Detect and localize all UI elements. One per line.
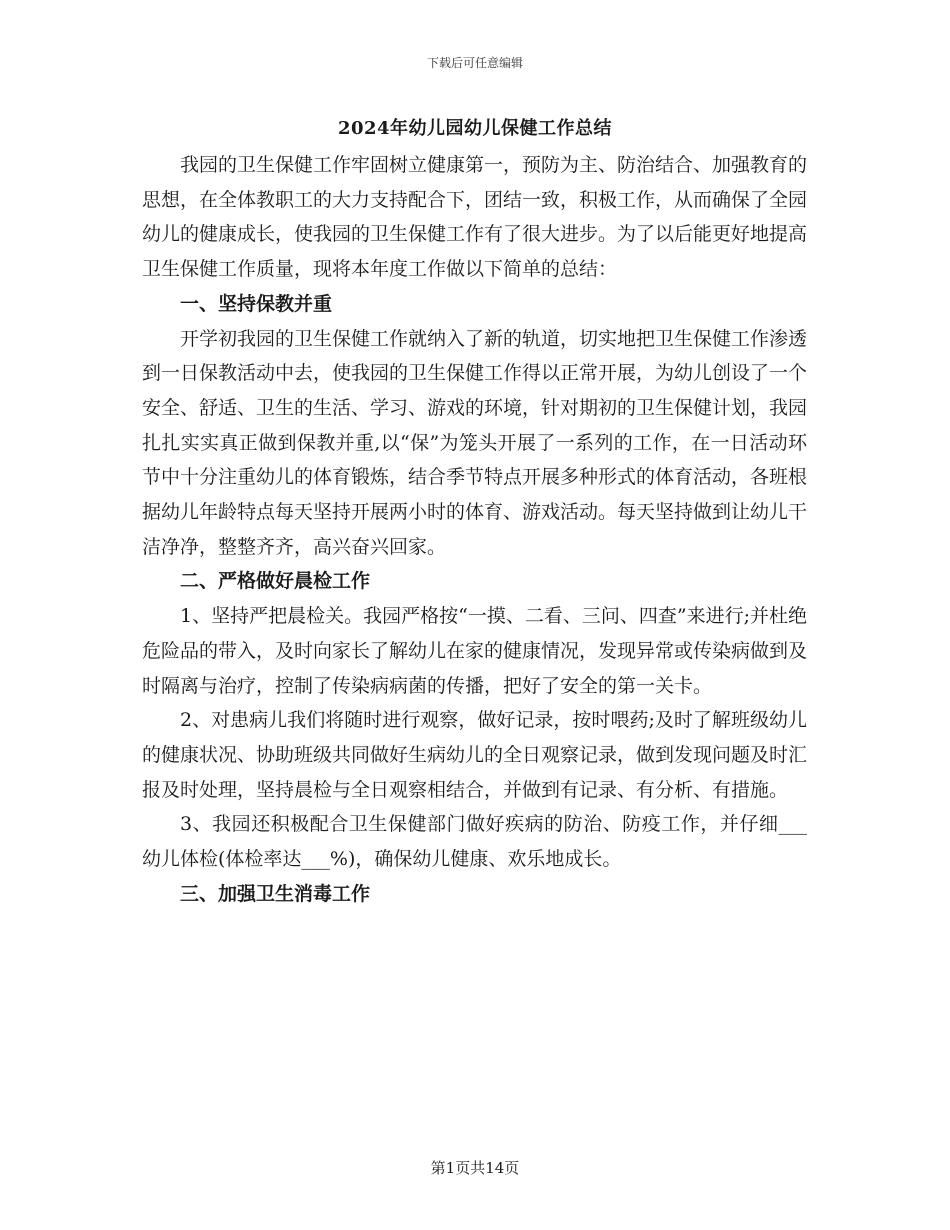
section-heading-2: 二、严格做好晨检工作 <box>180 570 371 593</box>
document-title: 2024年幼儿园幼儿保健工作总结 <box>337 118 613 139</box>
header-note: 下载后可任意编辑 <box>426 56 523 70</box>
section-heading-1: 一、坚持保教并重 <box>180 292 333 315</box>
section-heading-3: 三、加强卫生消毒工作 <box>180 882 371 905</box>
page-footer: 第1页共14页 <box>430 1159 520 1177</box>
document-body <box>142 148 807 911</box>
section-2-item-3: 3、我园还积极配合卫生保健部门做好疾病的防治、防疫工作，并仔细___幼儿体检(体检率达___%)，确保幼儿健康、欢乐地成长。 <box>142 813 807 871</box>
section-2-item-2: 2、对患病儿我们将随时进行观察，做好记录，按时喂药;及时了解班级幼儿的健康状况、协助班级共同做好生病幼儿的全日观察记录，做到发现问题及时汇报及时处理，坚持晨检与全日观察相结合，并做到有记录、有分析、有措施。 <box>142 709 808 801</box>
intro-paragraph: 我园的卫生保健工作牢固树立健康第一，预防为主、防治结合、加强教育的思想，在全体教职工的大力支持配合下，团结一致，积极工作，从而确保了全园幼儿的健康成长，使我园的卫生保健工作有了很大进步。为了以后能更好地提高卫生保健工作质量，现将本年度工作做以下简单的总结： <box>142 154 808 281</box>
section-2-item-1: 1、坚持严把晨检关。我园严格按“一摸、二看、三问、四查”来进行;并杜绝危险品的带入，及时向家长了解幼儿在家的健康情况，发现异常或传染病做到及时隔离与治疗，控制了传染病病菌的传播，把好了安全的第一关卡。 <box>142 605 808 697</box>
section-1-paragraph: 开学初我园的卫生保健工作就纳入了新的轨道，切实地把卫生保健工作渗透到一日保教活动中去，使我园的卫生保健工作得以正常开展，为幼儿创设了一个安全、舒适、卫生的生活、学习、游戏的环境，针对期初的卫生保健计划，我园扎扎实实真正做到保教并重,以“保”为笼头开展了一系列的工作，在一日活动环节中十分注重幼儿的体育锻炼，结合季节特点开展多种形式的体育活动，各班根据幼儿年龄特点每天坚持开展两小时的体育、游戏活动。每天坚持做到让幼儿干洁净净，整整齐齐，高兴奋兴回家。 <box>142 327 808 558</box>
